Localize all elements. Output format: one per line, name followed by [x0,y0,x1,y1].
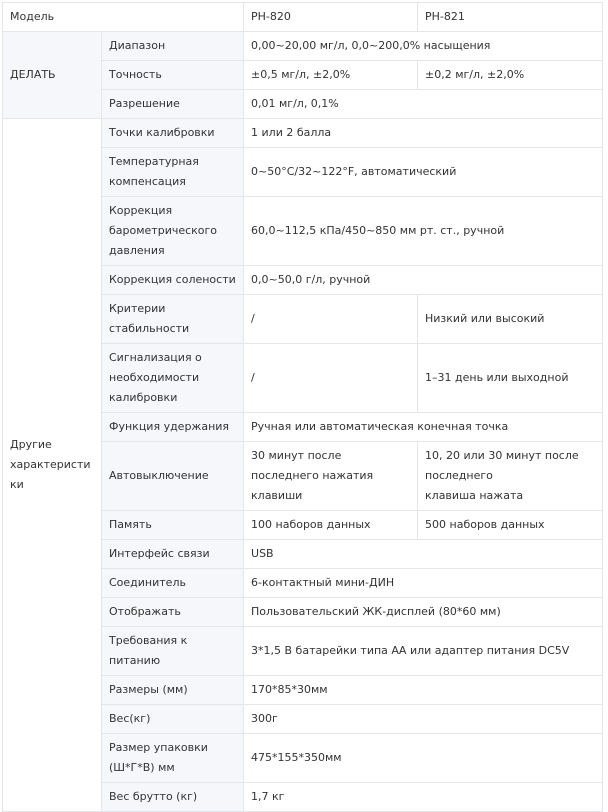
row-label: Точность [102,61,244,90]
row-value-a: / [244,295,418,344]
row-label: Автовыключение [102,442,244,511]
row-value: Ручная или автоматическая конечная точка [244,413,603,442]
row-value: 170*85*30мм [244,676,603,705]
row-label: Вес(кг) [102,705,244,734]
spec-table [2,2,603,812]
group-do: ДЕЛАТЬ [3,32,102,119]
row-label: Коррекция солености [102,266,244,295]
row-label: Критерии стабильности [102,295,244,344]
row-value: 0,0~50,0 г/л, ручной [244,266,603,295]
row-value: 1,7 кг [244,783,603,812]
row-value: 475*155*350мм [244,734,603,783]
row-value-b: 1–31 день или выходной [418,344,603,413]
row-value-a: 30 минут после последнего нажатия клавиши [244,442,418,511]
row-label: Память [102,511,244,540]
row-label: Интерфейс связи [102,540,244,569]
row-value: 1 или 2 балла [244,119,603,148]
row-value-a: ±0,5 мг/л, ±2,0% [244,61,418,90]
table-row [3,32,603,61]
row-label: Температурная компенсация [102,148,244,197]
row-label: Коррекция барометрического давления [102,197,244,266]
row-label: Отображать [102,598,244,627]
row-value-b: 500 наборов данных [418,511,603,540]
header-model-a: PH-820 [244,3,418,32]
row-label: Соединитель [102,569,244,598]
row-label: Функция удержания [102,413,244,442]
row-label: Размер упаковки (Ш*Г*В) мм [102,734,244,783]
row-value-b-line1: 10, 20 или 30 минут после последнего [425,449,579,482]
row-value: Пользовательский ЖК-дисплей (80*60 мм) [244,598,603,627]
row-value-b-line2: клавиша нажата [425,489,524,502]
table-row [3,119,603,148]
row-value-a: / [244,344,418,413]
row-label: Требования к питанию [102,627,244,676]
row-label: Вес брутто (кг) [102,783,244,812]
row-value: 300г [244,705,603,734]
header-label: Модель [3,3,244,32]
row-value: 0,00~20,00 мг/л, 0,0~200,0% насыщения [244,32,603,61]
row-value: USB [244,540,603,569]
group-other: Другие характеристики [3,119,102,812]
row-label: Точки калибровки [102,119,244,148]
header-model-b: PH-821 [418,3,603,32]
row-label: Разрешение [102,90,244,119]
row-value: 0,01 мг/л, 0,1% [244,90,603,119]
row-label: Диапазон [102,32,244,61]
row-label: Размеры (мм) [102,676,244,705]
row-value-b: ±0,2 мг/л, ±2,0% [418,61,603,90]
row-value: 3*1,5 В батарейки типа АА или адаптер питания DC5V [244,627,603,676]
row-value-b: Низкий или высокий [418,295,603,344]
row-value: 0~50°C/32~122°F, автоматический [244,148,603,197]
table-header-row [3,3,603,32]
row-label: Сигнализация о необходимости калибровки [102,344,244,413]
row-value: 60,0~112,5 кПа/450~850 мм рт. ст., ручной [244,197,603,266]
row-value-b [418,442,603,511]
row-value: 6-контактный мини-ДИН [244,569,603,598]
row-value-a: 100 наборов данных [244,511,418,540]
